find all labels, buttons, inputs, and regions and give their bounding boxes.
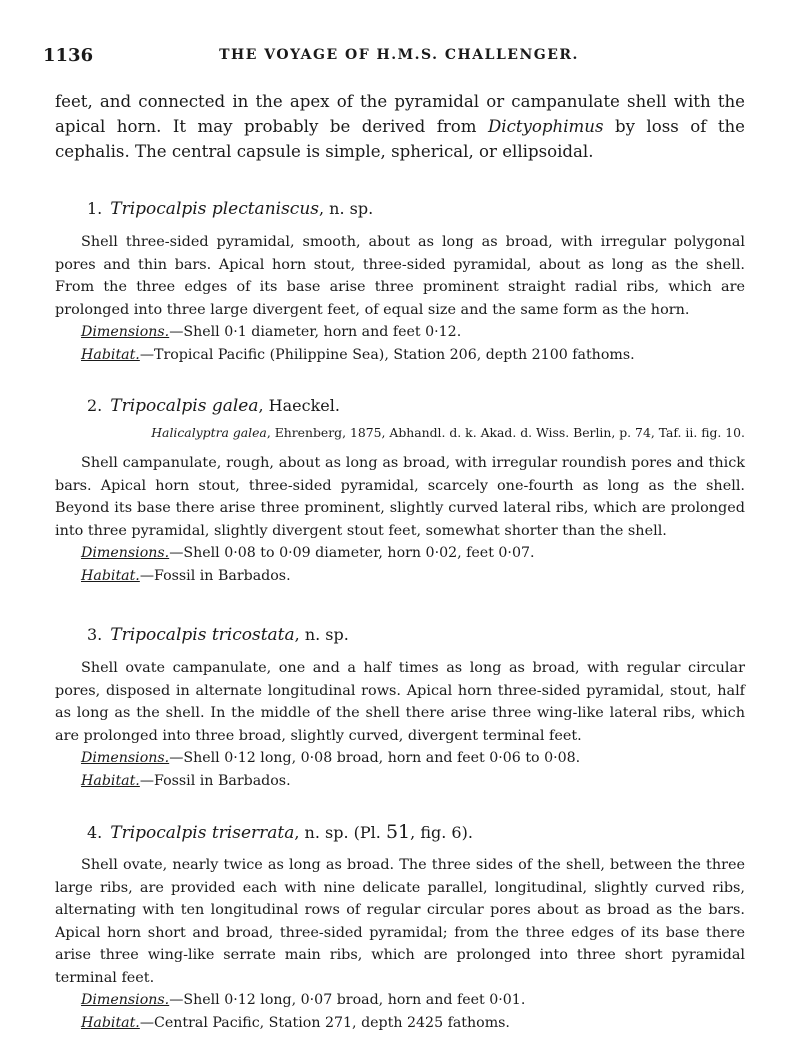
intro-text-start: feet, and connected in the apex of the pyramidal or campanulate shell with the apical horn. It may probably be derived from [55, 92, 745, 136]
species-heading [55, 197, 745, 221]
dimensions-line [55, 747, 745, 770]
dimensions-value: —Shell 0·08 to 0·09 diameter, horn 0·02, feet 0·07. [169, 545, 535, 561]
dimensions-value: —Shell 0·1 diameter, horn and feet 0·12. [169, 324, 462, 340]
habitat-label: Habitat. [81, 1014, 140, 1031]
habitat-line [55, 1012, 745, 1035]
plate-reference-open: (Pl. [353, 823, 386, 842]
species-description: Shell campanulate, rough, about as long as broad, with irregular roundish pores and thick bars. Apical horn stout, three-sided pyramidal, scarcely one-fourth as long as the shell. Beyond its base there arise three prominent, slightly curved lateral ribs, which are prolonged into three pyramidal, slightly divergent stout feet, somewhat shorter than the shell. [55, 455, 745, 539]
page-header [43, 45, 755, 67]
species-name: Tripocalpis galea [110, 396, 259, 416]
intro-genus: Dictyophimus [487, 117, 604, 136]
species-description: Shell ovate, nearly twice as long as broad. The three sides of the shell, between the three large ribs, are provided each with nine delicate parallel, longitudinal, slightly curved ribs, alternating with ten longitudinal rows of regular circular pores about as broad as the bars. Apical horn short and broad, three-sided pyramidal; from the three edges of its base there arise three wing-like serrate main ribs, which are prolonged into three short pyramidal terminal feet. [55, 857, 745, 986]
species-name: Tripocalpis plectaniscus [110, 199, 319, 219]
dimensions-label: Dimensions. [81, 545, 170, 561]
species-authority: , n. sp. [294, 625, 349, 644]
habitat-line [55, 565, 745, 588]
species-description: Shell ovate campanulate, one and a half times as long as broad, with regular circular pores, disposed in alternate longitudinal rows. Apical horn three-sided pyramidal, stout, half as long as the shell. In the middle of the shell there arise three wing-like lateral ribs, which are prolonged into three broad, slightly curved, divergent terminal feet. [55, 660, 745, 744]
species-authority: , Haeckel. [258, 396, 340, 415]
habitat-label: Habitat. [81, 772, 140, 789]
synonym-name: Halicalyptra galea [151, 425, 267, 440]
dimensions-value: —Shell 0·12 long, 0·07 broad, horn and feet 0·01. [169, 992, 526, 1008]
species-number: 2. [87, 396, 103, 415]
species-name: Tripocalpis triserrata [110, 823, 295, 843]
species-authority: , n. sp. [319, 199, 374, 218]
species-name: Tripocalpis tricostata [110, 625, 295, 645]
dimensions-label: Dimensions. [81, 992, 170, 1008]
intro-paragraph [55, 89, 745, 164]
synonym-reference [55, 424, 745, 442]
habitat-value: —Fossil in Barbados. [139, 772, 291, 789]
habitat-line [55, 344, 745, 367]
plate-reference-close: , fig. 6). [410, 823, 473, 842]
dimensions-line [55, 321, 745, 344]
running-title: THE VOYAGE OF H.M.S. CHALLENGER. [219, 47, 579, 63]
habitat-label: Habitat. [81, 346, 140, 363]
species-entry-4 [55, 820, 745, 1034]
intro-text-end: by loss of the cephalis. The central capsule is simple, spherical, or ellipsoidal. [55, 117, 745, 161]
dimensions-label: Dimensions. [81, 750, 170, 766]
species-heading [55, 820, 745, 844]
habitat-label: Habitat. [81, 567, 140, 584]
species-description: Shell three-sided pyramidal, smooth, about as long as broad, with irregular polygonal pores and thin bars. Apical horn stout, three-sided pyramidal, about as long as the shell. From the three edges of its base arise three prominent straight radial ribs, which are prolonged into three large divergent feet, of equal size and the same form as the horn. [55, 234, 745, 318]
species-number: 3. [87, 625, 103, 644]
species-number: 1. [87, 199, 103, 218]
species-authority: , n. sp. [294, 823, 354, 842]
species-entry-1 [55, 197, 745, 366]
species-number: 4. [87, 823, 103, 842]
plate-number: 51 [385, 821, 411, 843]
habitat-value: —Fossil in Barbados. [139, 567, 291, 584]
synonym-citation: , Ehrenberg, 1875, Abhandl. d. k. Akad. d. Wiss. Berlin, p. 74, Taf. ii. fig. 10. [266, 425, 745, 440]
species-heading [55, 623, 745, 647]
habitat-value: —Tropical Pacific (Philippine Sea), Station 206, depth 2100 fathoms. [139, 346, 635, 363]
dimensions-line [55, 989, 745, 1012]
dimensions-value: —Shell 0·12 long, 0·08 broad, horn and feet 0·06 to 0·08. [169, 750, 581, 766]
species-entry-3 [55, 623, 745, 792]
dimensions-label: Dimensions. [81, 324, 170, 340]
habitat-line [55, 770, 745, 793]
page-number: 1136 [43, 45, 94, 66]
dimensions-line [55, 542, 745, 565]
species-entry-2 [55, 394, 745, 587]
species-heading [55, 394, 745, 418]
habitat-value: —Central Pacific, Station 271, depth 2425 fathoms. [139, 1014, 510, 1031]
